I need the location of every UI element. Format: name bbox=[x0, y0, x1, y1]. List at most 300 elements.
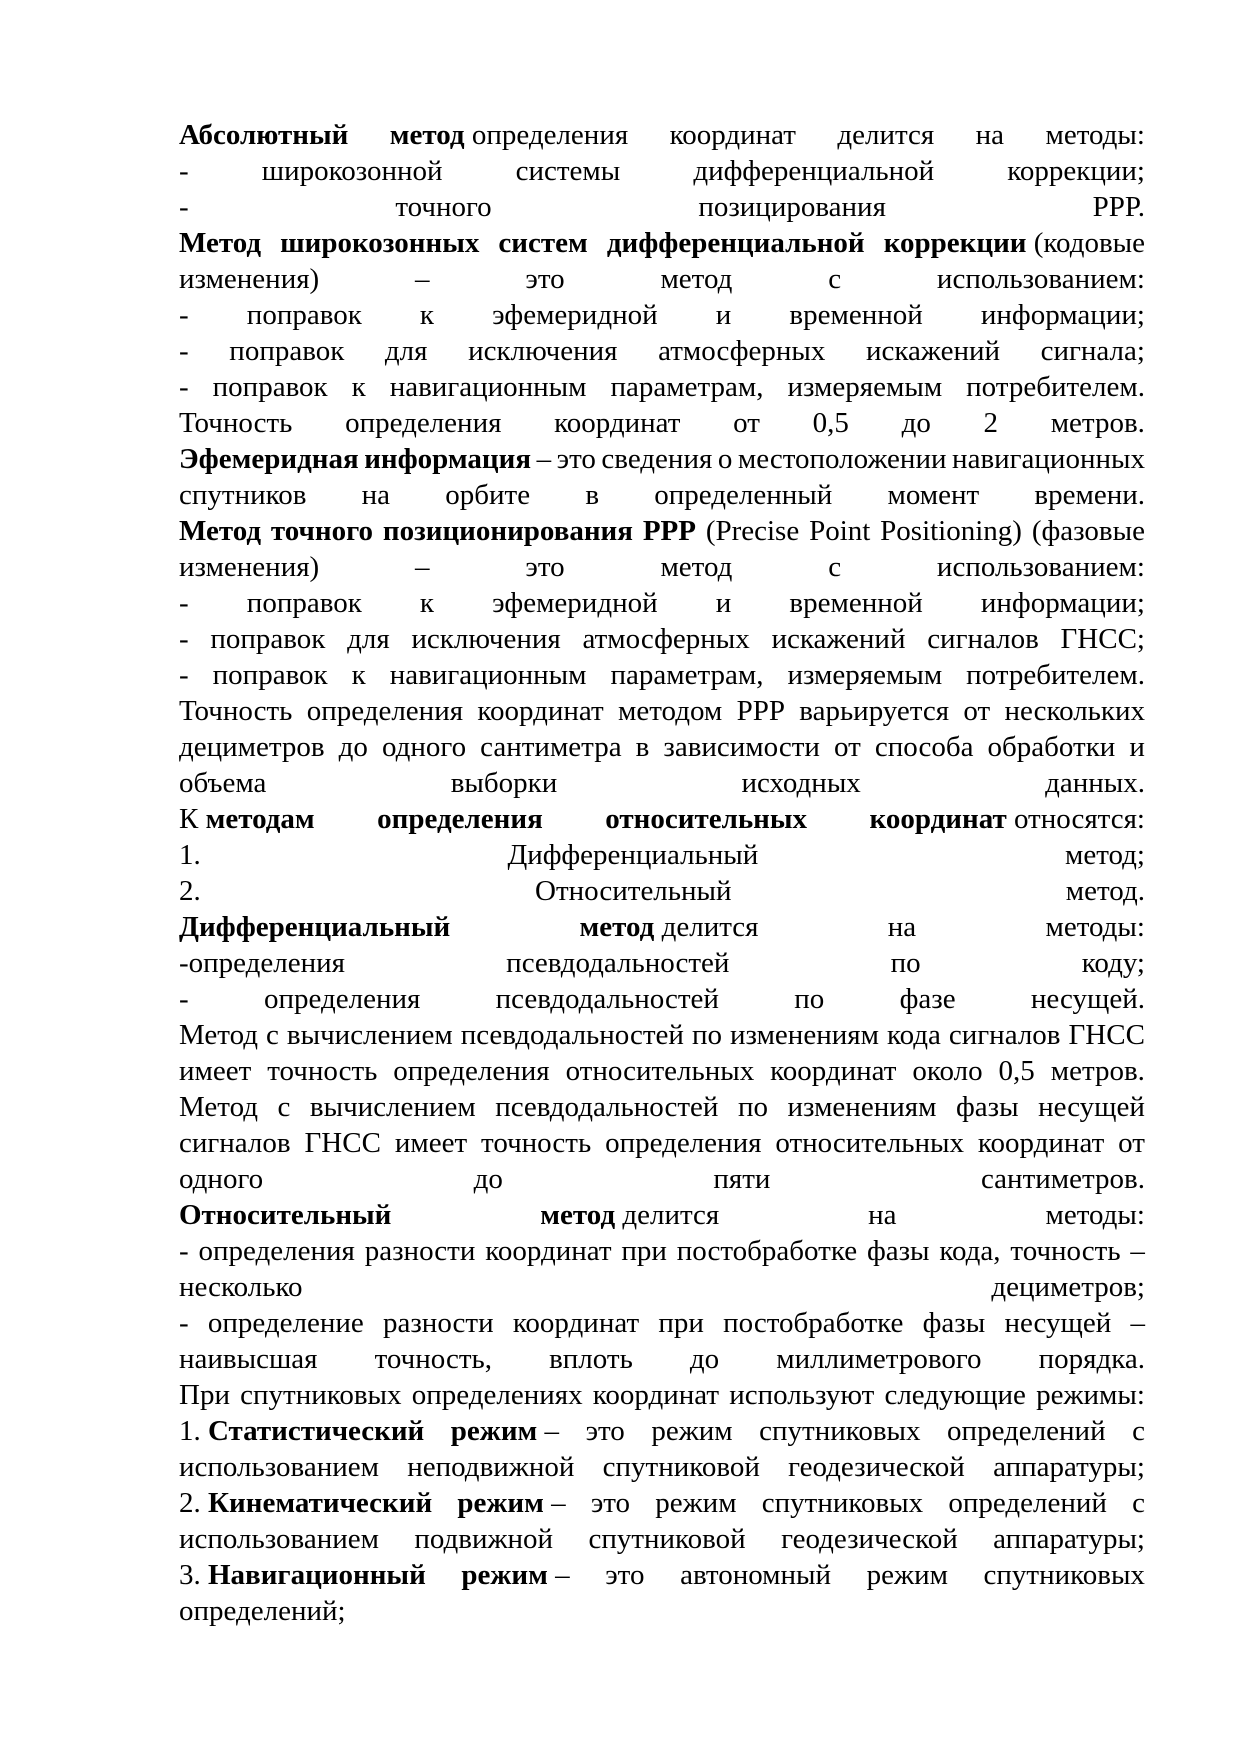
text-segment: использованием: bbox=[936, 263, 1145, 295]
text-segment: относятся: bbox=[1006, 803, 1145, 835]
text-chunk bbox=[477, 693, 603, 729]
text-chunk bbox=[179, 333, 189, 369]
text-line bbox=[179, 981, 1145, 1017]
text-segment: коррекции; bbox=[1007, 155, 1145, 187]
text-chunk bbox=[660, 261, 732, 297]
text-segment: определений bbox=[947, 1415, 1106, 1447]
text-chunk bbox=[788, 1449, 965, 1485]
text-chunk bbox=[395, 189, 491, 225]
text-segment: пяти bbox=[713, 1163, 771, 1195]
text-chunk bbox=[1039, 1341, 1145, 1377]
text-segment: искажений bbox=[771, 623, 906, 655]
text-segment: нескольких bbox=[1004, 695, 1145, 727]
text-segment: координат bbox=[977, 1127, 1105, 1159]
bold-text-segment: информация bbox=[364, 443, 532, 475]
text-chunk bbox=[364, 441, 531, 477]
text-chunk bbox=[179, 405, 292, 441]
text-line bbox=[179, 513, 1145, 549]
text-segment: фазы bbox=[922, 1307, 986, 1339]
text-segment: автономный bbox=[680, 1559, 832, 1591]
text-segment: Точность bbox=[179, 407, 293, 439]
text-chunk bbox=[799, 693, 949, 729]
text-segment: постобработке bbox=[676, 1235, 858, 1267]
bold-text-segment: режим bbox=[457, 1487, 544, 1519]
text-chunk bbox=[611, 369, 764, 405]
bold-text-segment: Относительный bbox=[179, 1199, 392, 1231]
text-chunk bbox=[834, 729, 861, 765]
text-segment: порядка. bbox=[1038, 1343, 1145, 1375]
text-segment: кода bbox=[886, 1019, 941, 1051]
text-chunk bbox=[1132, 1485, 1145, 1521]
text-chunk bbox=[884, 225, 1145, 261]
text-chunk bbox=[457, 1485, 565, 1521]
text-segment: сантиметров. bbox=[980, 1163, 1145, 1195]
text-segment: спутников bbox=[179, 479, 307, 511]
text-segment: координат bbox=[770, 1055, 897, 1087]
text-chunk bbox=[605, 1557, 644, 1593]
text-segment: координат bbox=[592, 1379, 720, 1411]
text-segment: использованием bbox=[179, 1523, 379, 1555]
text-segment: способа bbox=[874, 731, 974, 763]
text-segment: до bbox=[689, 1343, 720, 1375]
text-chunk bbox=[365, 1233, 476, 1269]
text-chunk bbox=[229, 333, 344, 369]
text-segment: - bbox=[179, 299, 189, 331]
text-line bbox=[179, 765, 1145, 801]
text-segment: спутниковых bbox=[759, 1415, 921, 1447]
text-chunk bbox=[651, 1413, 732, 1449]
text-chunk bbox=[680, 1557, 831, 1593]
text-chunk bbox=[208, 1305, 364, 1341]
text-segment: 1. bbox=[179, 839, 201, 871]
text-line bbox=[179, 1557, 1145, 1593]
text-line bbox=[179, 441, 1145, 477]
text-segment: PPP. bbox=[1092, 191, 1145, 223]
bold-text-segment: широкозонных bbox=[280, 227, 480, 259]
text-line bbox=[179, 1341, 1145, 1377]
text-segment: 0,5 bbox=[998, 1055, 1035, 1087]
text-chunk bbox=[179, 1053, 251, 1089]
text-segment: к bbox=[351, 371, 366, 403]
text-segment: сигналов bbox=[948, 1019, 1061, 1051]
text-chunk bbox=[937, 261, 1145, 297]
text-line bbox=[179, 1269, 1145, 1305]
text-chunk bbox=[496, 981, 719, 1017]
text-segment: методом bbox=[618, 695, 723, 727]
text-segment: постобработке bbox=[723, 1307, 904, 1339]
text-chunk bbox=[382, 729, 466, 765]
bold-text-segment: позиционирования bbox=[382, 515, 633, 547]
text-segment: до bbox=[473, 1163, 503, 1195]
text-line bbox=[179, 1161, 1145, 1197]
text-chunk bbox=[480, 729, 621, 765]
text-chunk bbox=[179, 621, 189, 657]
text-chunk bbox=[677, 1233, 857, 1269]
text-segment: координат bbox=[669, 119, 796, 151]
text-segment: относительных bbox=[775, 1127, 965, 1159]
text-chunk bbox=[1069, 1017, 1145, 1053]
text-segment: к bbox=[419, 587, 435, 619]
text-line bbox=[179, 1449, 1145, 1485]
text-segment: широкозонной bbox=[261, 155, 443, 187]
text-segment: исключения bbox=[468, 335, 618, 367]
text-segment: точность bbox=[267, 1055, 378, 1087]
text-chunk bbox=[278, 1089, 291, 1125]
text-segment: метров. bbox=[1050, 407, 1145, 439]
text-line bbox=[179, 1521, 1145, 1557]
text-chunk bbox=[179, 837, 201, 873]
text-chunk bbox=[262, 153, 443, 189]
text-chunk bbox=[271, 513, 373, 549]
text-line bbox=[179, 1233, 1145, 1269]
text-chunk bbox=[884, 1377, 1025, 1413]
text-chunk bbox=[981, 297, 1145, 333]
bold-text-segment: режим bbox=[450, 1415, 538, 1447]
text-chunk bbox=[787, 369, 942, 405]
text-segment: точность bbox=[481, 1127, 592, 1159]
text-chunk bbox=[1031, 981, 1145, 1017]
text-segment: - bbox=[179, 983, 189, 1015]
text-segment: 1. bbox=[179, 1415, 208, 1447]
text-chunk bbox=[179, 297, 189, 333]
text-chunk bbox=[395, 1125, 467, 1161]
text-chunk bbox=[179, 225, 261, 261]
text-chunk bbox=[179, 1413, 424, 1449]
text-chunk bbox=[516, 153, 621, 189]
bold-text-segment: Статистический bbox=[208, 1415, 425, 1447]
text-chunk bbox=[549, 1341, 633, 1377]
text-chunk bbox=[557, 441, 596, 477]
text-chunk bbox=[1082, 945, 1145, 981]
text-segment: до bbox=[901, 407, 931, 439]
text-chunk bbox=[948, 1485, 1107, 1521]
text-line bbox=[179, 477, 1145, 513]
text-chunk bbox=[888, 909, 916, 945]
text-segment: псевдодальностей bbox=[495, 983, 719, 1015]
text-chunk bbox=[179, 693, 292, 729]
text-segment: делится bbox=[837, 119, 935, 151]
text-chunk bbox=[1004, 693, 1145, 729]
text-segment: делится bbox=[654, 911, 759, 943]
text-segment: Дифференциальный bbox=[507, 839, 759, 871]
text-chunk bbox=[658, 333, 825, 369]
text-segment: информации; bbox=[980, 299, 1145, 331]
text-segment: спутниковых bbox=[983, 1559, 1145, 1591]
text-chunk bbox=[582, 621, 749, 657]
text-segment: точного bbox=[395, 191, 492, 223]
text-chunk bbox=[339, 729, 368, 765]
text-chunk bbox=[775, 1125, 964, 1161]
text-chunk bbox=[580, 909, 759, 945]
text-segment: методы: bbox=[1045, 1199, 1145, 1231]
text-segment: потребителем. bbox=[966, 659, 1145, 691]
text-chunk bbox=[179, 945, 345, 981]
text-chunk bbox=[586, 1413, 625, 1449]
text-chunk bbox=[390, 117, 628, 153]
bold-text-segment: метод bbox=[579, 911, 655, 943]
text-chunk bbox=[887, 1017, 941, 1053]
text-chunk bbox=[492, 297, 657, 333]
text-segment: сигналов bbox=[927, 623, 1039, 655]
text-line bbox=[179, 117, 1145, 153]
text-chunk bbox=[407, 1449, 574, 1485]
text-segment: (Precise bbox=[705, 515, 800, 547]
text-chunk bbox=[738, 1089, 768, 1125]
text-segment: сантиметра bbox=[480, 731, 622, 763]
text-segment: 2. bbox=[179, 875, 201, 907]
text-chunk bbox=[213, 369, 328, 405]
text-chunk bbox=[566, 1053, 755, 1089]
text-chunk bbox=[305, 1125, 381, 1161]
text-chunk bbox=[385, 333, 428, 369]
text-line bbox=[179, 801, 1145, 837]
text-chunk bbox=[723, 1305, 903, 1341]
text-segment: вплоть bbox=[549, 1343, 633, 1375]
text-chunk bbox=[591, 1485, 630, 1521]
text-chunk bbox=[588, 1521, 745, 1557]
text-segment: - bbox=[179, 587, 189, 619]
text-segment: координат bbox=[477, 695, 604, 727]
text-chunk bbox=[643, 513, 696, 549]
text-chunk bbox=[411, 621, 560, 657]
text-chunk bbox=[307, 693, 463, 729]
text-chunk bbox=[210, 621, 325, 657]
text-segment: поправок bbox=[210, 623, 326, 655]
text-segment: режим bbox=[655, 1487, 737, 1519]
text-segment: позицирования bbox=[698, 191, 886, 223]
bold-text-segment: относительных bbox=[605, 803, 808, 835]
text-chunk bbox=[1046, 909, 1145, 945]
text-chunk bbox=[468, 333, 617, 369]
text-chunk bbox=[393, 1053, 549, 1089]
text-segment: сигналов bbox=[179, 1127, 291, 1159]
text-chunk bbox=[179, 261, 319, 297]
text-segment: изменениям bbox=[787, 1091, 937, 1123]
text-chunk bbox=[999, 1053, 1035, 1089]
text-segment: данных. bbox=[1045, 767, 1145, 799]
text-segment: на bbox=[975, 119, 1005, 151]
text-segment: имеет bbox=[179, 1055, 252, 1087]
text-chunk bbox=[601, 441, 712, 477]
text-chunk bbox=[264, 981, 420, 1017]
text-line bbox=[179, 873, 1145, 909]
text-segment: о bbox=[717, 443, 733, 475]
text-segment: определения bbox=[464, 119, 629, 151]
text-chunk bbox=[902, 405, 931, 441]
text-chunk bbox=[984, 405, 999, 441]
text-segment: миллиметрового bbox=[776, 1343, 982, 1375]
text-segment: это bbox=[525, 551, 565, 583]
text-segment: определений; bbox=[179, 1595, 346, 1627]
text-segment: изменения) bbox=[179, 551, 320, 583]
text-chunk bbox=[611, 657, 764, 693]
text-segment: атмосферных bbox=[658, 335, 826, 367]
text-segment: по bbox=[890, 947, 921, 979]
text-segment: – bbox=[536, 443, 552, 475]
text-chunk bbox=[461, 1557, 569, 1593]
text-segment: на bbox=[887, 911, 917, 943]
text-segment: выборки bbox=[450, 767, 558, 799]
text-segment: несущей bbox=[1004, 1307, 1112, 1339]
text-segment: - bbox=[179, 623, 189, 655]
text-chunk bbox=[875, 729, 974, 765]
text-segment: геодезической bbox=[788, 1451, 965, 1483]
text-segment: Метод bbox=[179, 1091, 258, 1123]
text-segment: от bbox=[1118, 1127, 1145, 1159]
text-segment: определения bbox=[345, 407, 502, 439]
text-segment: по bbox=[691, 1019, 722, 1051]
bold-text-segment: методам bbox=[205, 803, 315, 835]
text-segment: – bbox=[1130, 1307, 1145, 1339]
text-segment: подвижной bbox=[414, 1523, 554, 1555]
text-chunk bbox=[179, 549, 319, 585]
text-segment: определение bbox=[207, 1307, 364, 1339]
bold-text-segment: определения bbox=[377, 803, 543, 835]
text-segment: это bbox=[585, 1415, 625, 1447]
bold-text-segment: Метод bbox=[179, 227, 262, 259]
text-chunk bbox=[377, 801, 543, 837]
text-chunk bbox=[179, 1449, 379, 1485]
text-segment: определения bbox=[393, 1055, 550, 1087]
text-chunk bbox=[179, 1485, 432, 1521]
text-chunk bbox=[593, 1377, 719, 1413]
text-segment: по bbox=[794, 983, 825, 1015]
bold-text-segment: дифференциальной bbox=[606, 227, 865, 259]
text-segment: дециметров; bbox=[991, 1271, 1145, 1303]
text-segment: следующие bbox=[884, 1379, 1026, 1411]
text-chunk bbox=[981, 1161, 1145, 1197]
text-chunk bbox=[891, 945, 921, 981]
text-segment: с bbox=[828, 263, 842, 295]
text-line bbox=[179, 945, 1145, 981]
text-segment: методы: bbox=[1045, 119, 1145, 151]
text-segment: поправок bbox=[212, 371, 328, 403]
text-chunk bbox=[781, 1521, 958, 1557]
text-chunk bbox=[179, 1593, 346, 1629]
text-line bbox=[179, 1593, 1145, 1629]
text-chunk bbox=[345, 405, 501, 441]
text-segment: в bbox=[635, 731, 650, 763]
text-line bbox=[179, 1305, 1145, 1341]
text-chunk bbox=[770, 1053, 896, 1089]
text-chunk bbox=[420, 297, 434, 333]
text-segment: (фазовые bbox=[1031, 515, 1145, 547]
bold-text-segment: Метод bbox=[179, 515, 262, 547]
text-chunk bbox=[525, 549, 564, 585]
text-segment: точность bbox=[1010, 1235, 1121, 1267]
text-segment: метод bbox=[660, 263, 733, 295]
text-chunk bbox=[900, 981, 956, 1017]
text-segment: – bbox=[547, 1559, 570, 1591]
text-chunk bbox=[605, 801, 807, 837]
text-segment: измеряемым bbox=[787, 659, 943, 691]
text-chunk bbox=[923, 1305, 986, 1341]
text-chunk bbox=[789, 585, 922, 621]
text-chunk bbox=[498, 225, 587, 261]
text-segment: наивысшая bbox=[179, 1343, 318, 1375]
text-segment: атмосферных bbox=[582, 623, 750, 655]
text-segment: ГНСС bbox=[1068, 1019, 1145, 1051]
text-chunk bbox=[451, 765, 558, 801]
text-segment: местоположении bbox=[737, 443, 947, 475]
text-chunk bbox=[912, 1053, 982, 1089]
text-line bbox=[179, 1089, 1145, 1125]
text-chunk bbox=[420, 585, 434, 621]
text-chunk bbox=[663, 729, 820, 765]
text-chunk bbox=[978, 1125, 1104, 1161]
text-segment: параметрам, bbox=[610, 659, 764, 691]
text-chunk bbox=[383, 513, 633, 549]
text-line bbox=[179, 297, 1145, 333]
bold-text-segment: систем bbox=[498, 227, 588, 259]
text-segment: вычислением bbox=[286, 1019, 453, 1051]
text-chunk bbox=[179, 729, 325, 765]
text-chunk bbox=[658, 1305, 704, 1341]
text-segment: - bbox=[179, 371, 189, 403]
text-chunk bbox=[789, 297, 922, 333]
text-chunk bbox=[966, 657, 1145, 693]
text-segment: определения bbox=[306, 695, 464, 727]
text-segment: определений bbox=[948, 1487, 1107, 1519]
text-line bbox=[179, 1125, 1145, 1161]
document-text bbox=[179, 117, 1145, 1629]
text-chunk bbox=[506, 945, 729, 981]
text-chunk bbox=[390, 657, 587, 693]
text-segment: с bbox=[1132, 1487, 1145, 1519]
text-chunk bbox=[867, 1557, 948, 1593]
text-chunk bbox=[179, 585, 189, 621]
text-segment: коду; bbox=[1081, 947, 1145, 979]
text-chunk bbox=[1065, 837, 1145, 873]
text-segment: фазе bbox=[899, 983, 956, 1015]
text-chunk bbox=[670, 117, 796, 153]
text-segment: изменения) bbox=[179, 263, 320, 295]
text-chunk bbox=[179, 117, 348, 153]
text-segment: ГНСС; bbox=[1060, 623, 1145, 655]
text-chunk bbox=[1066, 873, 1145, 909]
text-line bbox=[179, 1197, 1145, 1233]
text-segment: для bbox=[347, 623, 390, 655]
text-segment: имеет bbox=[394, 1127, 468, 1159]
text-chunk bbox=[1051, 405, 1145, 441]
text-segment: координат bbox=[512, 1307, 640, 1339]
text-chunk bbox=[513, 1305, 639, 1341]
text-segment: к bbox=[351, 659, 366, 691]
text-chunk bbox=[179, 873, 201, 909]
text-segment: объема bbox=[179, 767, 267, 799]
text-chunk bbox=[179, 909, 450, 945]
text-line bbox=[179, 1053, 1145, 1089]
text-chunk bbox=[729, 1377, 874, 1413]
text-segment: методы: bbox=[1045, 911, 1145, 943]
text-chunk bbox=[939, 1233, 1000, 1269]
bold-text-segment: точного bbox=[270, 515, 374, 547]
text-chunk bbox=[813, 405, 849, 441]
text-chunk bbox=[310, 1089, 476, 1125]
text-chunk bbox=[880, 513, 1022, 549]
text-segment: определения bbox=[198, 1235, 355, 1267]
text-chunk bbox=[605, 1125, 761, 1161]
text-chunk bbox=[179, 189, 189, 225]
text-chunk bbox=[706, 513, 799, 549]
text-segment: – bbox=[415, 551, 430, 583]
text-chunk bbox=[636, 729, 650, 765]
text-segment: от bbox=[963, 695, 991, 727]
text-chunk bbox=[1032, 513, 1145, 549]
text-segment: метод bbox=[660, 551, 733, 583]
text-chunk bbox=[1130, 1233, 1145, 1269]
text-chunk bbox=[1034, 477, 1145, 513]
